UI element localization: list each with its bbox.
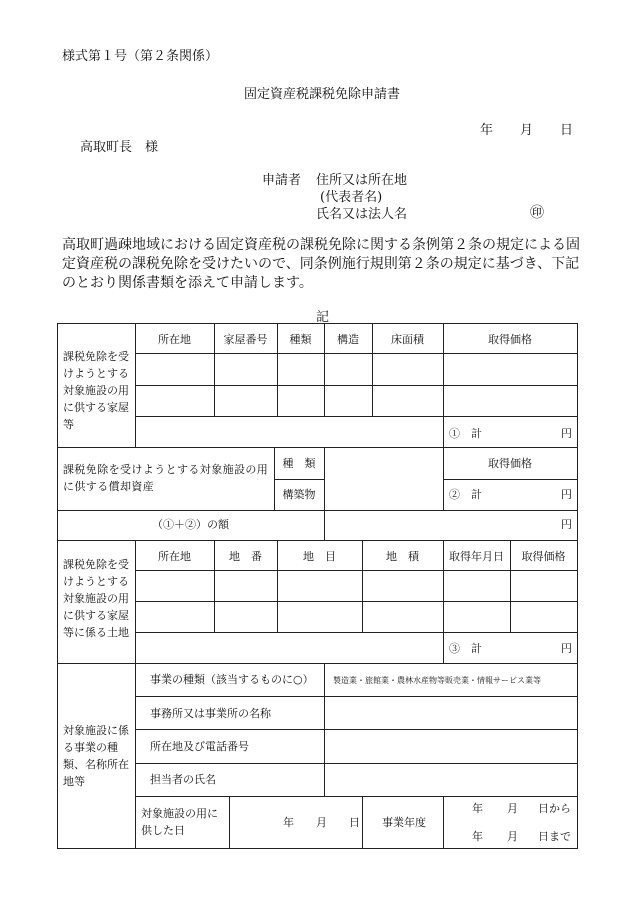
sum-yen: 円 xyxy=(561,518,572,531)
buildings-header-structure: 構造 xyxy=(337,333,359,346)
buildings-header-location: 所在地 xyxy=(158,333,191,346)
ki-heading: 記 xyxy=(316,310,330,325)
facility-date-year: 年 xyxy=(283,816,294,829)
buildings-total-yen: 円 xyxy=(561,427,572,440)
fiscal-to-month: 月 xyxy=(507,830,518,843)
land-row-label: 課税免除を受けようとする対象施設の用に供する家屋等に係る土地 xyxy=(63,558,129,639)
business-office-label: 事務所又は事業所の名称 xyxy=(150,707,271,720)
document-title: 固定資産税課税免除申請書 xyxy=(244,87,401,102)
land-header-category: 地 目 xyxy=(303,550,336,563)
buildings-header-price: 取得価格 xyxy=(488,333,532,346)
land-total-yen: 円 xyxy=(561,642,572,655)
business-row-label: 対象施設に係る事業の種類、名称所在地等 xyxy=(63,724,129,788)
land-header-area: 地 積 xyxy=(386,550,419,563)
date-month-label: 月 xyxy=(520,123,534,138)
fiscal-from-day: 日から xyxy=(538,802,571,815)
seal-mark-icon: ㊞ xyxy=(530,205,544,221)
fiscal-to-day: 日まで xyxy=(538,830,571,843)
form-number: 様式第１号（第２条関係） xyxy=(62,49,219,64)
application-statement: 高取町過疎地域における固定資産税の課税免除に関する条例第２条の規定による固定資産税の課税免除を受けたいので、同条例施行規則第２条の規定に基づき、下記のとおり関係書類を添えて申請します。 xyxy=(62,237,580,291)
depreciable-structure-label: 構築物 xyxy=(282,488,316,501)
fiscal-from-month: 月 xyxy=(507,802,518,815)
buildings-total-label: ① 計 xyxy=(449,427,482,440)
depreciable-price-header: 取得価格 xyxy=(488,457,532,470)
depreciable-total-label: ② 計 xyxy=(449,488,482,501)
depreciable-kind-label: 種 類 xyxy=(282,457,316,470)
land-header-location: 所在地 xyxy=(158,550,191,563)
facility-date-day: 日 xyxy=(349,816,360,829)
business-type-label: 事業の種類（該当するものに○） xyxy=(150,673,314,686)
depreciable-total-yen: 円 xyxy=(561,488,572,501)
business-location-label: 所在地及び電話番号 xyxy=(150,740,249,753)
buildings-header-house-number: 家屋番号 xyxy=(223,333,268,346)
addressee: 高取町長 様 xyxy=(80,140,159,155)
land-header-price: 取得価格 xyxy=(521,550,566,563)
facility-date-month: 月 xyxy=(316,816,327,829)
applicant-address-label: 住所又は所在地 xyxy=(316,173,408,188)
business-type-options: 製造業・旅館業・農林水産物等販売業・情報サービス業等 xyxy=(333,676,541,685)
applicant-label: 申請者 xyxy=(262,173,302,188)
facility-date-label: 対象施設の用に供した日 xyxy=(141,807,218,837)
fiscal-to-year: 年 xyxy=(472,830,483,843)
applicant-name-label: 氏名又は法人名 xyxy=(316,207,408,222)
buildings-header-floor-area: 床面積 xyxy=(391,333,424,346)
depreciable-row-label: 課税免除を受けようとする対象施設の用に供する償却資産 xyxy=(63,463,269,493)
land-header-acquired-date: 取得年月日 xyxy=(449,550,504,563)
buildings-header-type: 種類 xyxy=(289,333,312,346)
fiscal-from-year: 年 xyxy=(472,802,483,815)
business-contact-label: 担当者の氏名 xyxy=(150,773,216,786)
fiscal-year-label: 事業年度 xyxy=(382,816,426,829)
sum-label: （①＋②）の額 xyxy=(152,518,229,531)
buildings-row-label: 課税免除を受けようとする対象施設の用に供する家屋等 xyxy=(63,350,129,431)
date-day-label: 日 xyxy=(560,123,574,138)
land-header-lot-number: 地 番 xyxy=(229,550,262,563)
applicant-representative-label: (代表者名) xyxy=(320,190,383,205)
land-total-label: ③ 計 xyxy=(449,642,482,655)
date-year-label: 年 xyxy=(480,123,494,138)
